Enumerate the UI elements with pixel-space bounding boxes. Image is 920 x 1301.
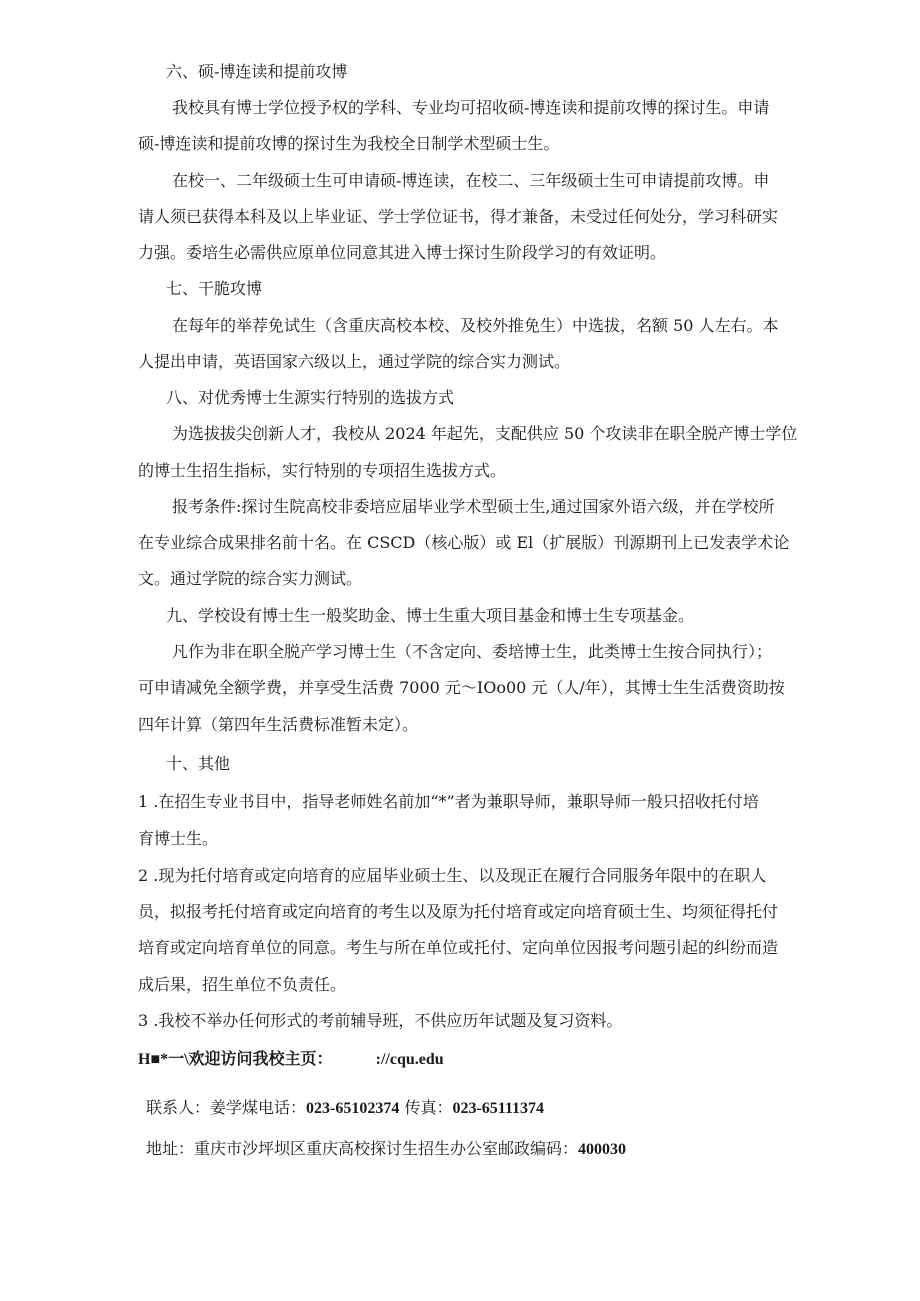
section-heading-7: 七、干脆攻博 [166,279,263,298]
paragraph-line: 为选拔拔尖创新人才，我校从 2024 年起先，支配供应 50 个攻读非在职全脱产博士学位 [172,424,798,443]
list-item-line: 1 .在招生专业书目中，指导老师姓名前加“*”者为兼职导师，兼职导师一般只招收托付培 [138,792,759,811]
section-heading-9: 九、学校设有博士生一般奖助金、博士生重大项目基金和博士生专项基金。 [166,606,695,625]
postcode: 400030 [578,1141,627,1158]
paragraph-line: 文。通过学院的综合实力测试。 [138,569,363,588]
paragraph-line: 在校一、二年级硕士生可申请硕-博连读，在校二、三年级硕士生可申请提前攻博。申 [172,171,770,190]
paragraph-line: 在每年的举荐免试生（含重庆高校本校、及校外推免生）中选拔，名额 50 人左右。本 [172,316,779,335]
address-line [146,1139,806,1160]
website-url[interactable]: ://cqu.edu [375,1051,444,1068]
paragraph-line: 我校具有博士学位授予权的学科、专业均可招收硕-博连读和提前攻博的探讨生。申请 [172,98,770,117]
fax-number: 023-65111374 [452,1100,545,1117]
fax-label: 传真： [404,1098,453,1117]
contact-label: 联系人：姜学煤电话： [146,1098,307,1117]
phone-number: 023-65102374 [306,1100,400,1117]
paragraph-line: 硕-博连读和提前攻博的探讨生为我校全日制学术型硕士生。 [138,134,560,153]
list-item-line: 员，拟报考托付培育或定向培育的考生以及原为托付培育或定向培育硕士生、均须征得托付 [138,902,779,921]
paragraph-line: 的博士生招生指标，实行特别的专项招生选拔方式。 [138,461,507,480]
section-heading-6: 六、硕-博连读和提前攻博 [166,62,348,81]
paragraph-line: 在专业综合成果排名前十名。在 CSCD（核心版）或 El（扩展版）刊源期刊上已发表学术论 [138,533,790,552]
list-item-line: 成后果，招生单位不负责任。 [138,975,347,994]
section-heading-10: 十、其他 [166,754,231,773]
paragraph-line: 报考条件:探讨生院高校非委培应届毕业学术型硕士生,通过国家外语六级，并在学校所 [172,497,775,516]
list-item-line: 育博士生。 [138,829,219,848]
address-label: 地址：重庆市沙坪坝区重庆高校探讨生招生办公室邮政编码： [146,1139,579,1158]
paragraph-line: 凡作为非在职全脱产学习博士生（不含定向、委培博士生，此类博士生按合同执行）； [172,642,773,661]
list-item-line: 2 .现为托付培育或定向培育的应届毕业硕士生、以及现正在履行合同服务年限中的在职人 [138,866,767,885]
list-item-line: 3 .我校不举办任何形式的考前辅导班，不供应历年试题及复习资料。 [138,1011,623,1030]
section-heading-8: 八、对优秀博士生源实行特别的选拔方式 [166,388,455,407]
paragraph-line: 四年计算（第四年生活费标准暂未定）。 [138,715,419,734]
list-item-line: 培育或定向培育单位的同意。考生与所在单位或托付、定向单位因报考问题引起的纠纷而造 [138,938,779,957]
contact-line [146,1098,806,1119]
website-line [138,1049,798,1070]
website-label: H■*一\欢迎访问我校主页： [138,1051,333,1068]
paragraph-line: 人提出申请，英语国家六级以上，通过学院的综合实力测试。 [138,352,571,371]
paragraph-line: 可申请减免全额学费，并享受生活费 7000 元～IOo00 元（人/年），其博士生生活费资助按 [138,678,785,697]
paragraph-line: 力强。委培生必需供应原单位同意其进入博士探讨生阶段学习的有效证明。 [138,243,667,262]
paragraph-line: 请人须已获得本科及以上毕业证、学士学位证书，得才兼备，未受过任何处分，学习科研实 [138,207,779,226]
